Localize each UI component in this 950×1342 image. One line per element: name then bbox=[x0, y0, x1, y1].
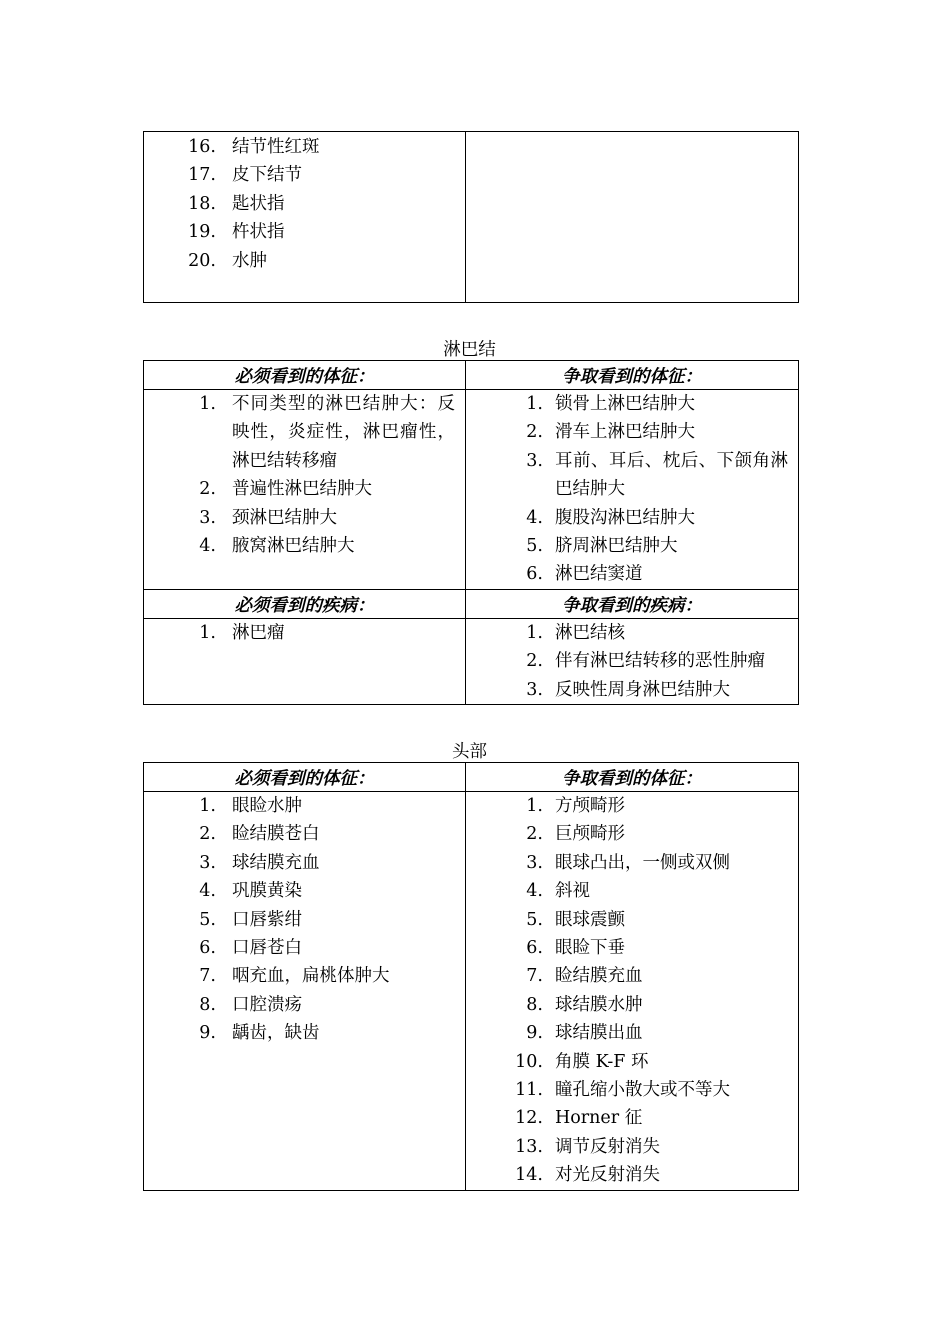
item-number: 1. bbox=[526, 796, 543, 816]
item-text: 淋巴结窦道 bbox=[555, 564, 643, 585]
list-item bbox=[466, 991, 798, 1019]
item-text: 瞳孔缩小散大或不等大 bbox=[555, 1080, 730, 1101]
item-text: 杵状指 bbox=[232, 222, 285, 243]
list-item bbox=[466, 532, 798, 560]
list-item bbox=[466, 934, 798, 962]
item-text: 方颅畸形 bbox=[555, 796, 625, 816]
list-item bbox=[466, 418, 798, 446]
list-item bbox=[466, 962, 798, 990]
lymph-strive-disease-cell bbox=[466, 619, 799, 705]
item-number: 4. bbox=[526, 881, 543, 902]
item-text: 锁骨上淋巴结肿大 bbox=[555, 394, 695, 414]
item-number: 5. bbox=[526, 536, 543, 557]
lymph-must-signs-header: 必须看到的体征： bbox=[144, 361, 466, 390]
lymph-strive-disease-header: 争取看到的疾病： bbox=[466, 590, 799, 619]
list-item bbox=[144, 962, 465, 990]
list-item bbox=[144, 190, 465, 218]
item-number: 2. bbox=[526, 422, 543, 443]
item-number: 18. bbox=[188, 193, 216, 214]
item-text: 脐周淋巴结肿大 bbox=[555, 536, 678, 557]
list-item bbox=[466, 647, 798, 675]
item-text: 伴有淋巴结转移的恶性肿瘤 bbox=[555, 651, 765, 672]
head-strive-signs-list bbox=[466, 792, 798, 1190]
item-number: 1. bbox=[199, 796, 216, 816]
list-item bbox=[466, 792, 798, 820]
item-text: 角膜 K-F 环 bbox=[555, 1051, 649, 1072]
item-text: 普遍性淋巴结肿大 bbox=[232, 479, 372, 500]
item-text: 淋巴瘤 bbox=[232, 623, 285, 643]
list-item bbox=[466, 560, 798, 588]
item-number: 14. bbox=[515, 1165, 543, 1186]
item-text: 皮下结节 bbox=[232, 165, 302, 186]
list-item bbox=[466, 1019, 798, 1047]
item-text: 球结膜水肿 bbox=[555, 994, 643, 1015]
item-text: 滑车上淋巴结肿大 bbox=[555, 422, 695, 443]
head-section-title: 头部 bbox=[452, 742, 487, 762]
head-strive-signs-cell bbox=[466, 792, 799, 1191]
list-item bbox=[144, 820, 465, 848]
item-number: 12. bbox=[515, 1108, 543, 1129]
item-number: 8. bbox=[526, 994, 543, 1015]
list-item bbox=[144, 619, 465, 647]
list-item bbox=[144, 934, 465, 962]
item-number: 4. bbox=[526, 507, 543, 528]
lymph-section-title: 淋巴结 bbox=[443, 340, 496, 360]
item-text: 睑结膜充血 bbox=[555, 966, 643, 987]
list-item bbox=[144, 475, 465, 503]
head-strive-signs-header: 争取看到的体征： bbox=[466, 763, 799, 792]
item-number: 10. bbox=[515, 1051, 543, 1072]
list-item bbox=[144, 247, 465, 275]
list-item bbox=[466, 1076, 798, 1104]
item-number: 16. bbox=[188, 137, 216, 157]
list-item bbox=[466, 1104, 798, 1132]
item-text: 匙状指 bbox=[232, 193, 285, 214]
item-text: 球结膜出血 bbox=[555, 1023, 643, 1044]
item-text: 巩膜黄染 bbox=[232, 881, 302, 902]
skin-signs-left-cell bbox=[144, 132, 466, 303]
lymph-strive-signs-list bbox=[466, 390, 798, 589]
item-number: 20. bbox=[188, 250, 216, 271]
list-item bbox=[466, 676, 798, 704]
list-item bbox=[466, 877, 798, 905]
item-number: 6. bbox=[526, 564, 543, 585]
item-number: 3. bbox=[526, 852, 543, 873]
item-number: 11. bbox=[515, 1080, 543, 1101]
item-text: 眼睑水肿 bbox=[232, 796, 302, 816]
empty-cell bbox=[466, 132, 799, 303]
head-must-signs-cell bbox=[144, 792, 466, 1191]
list-item bbox=[144, 849, 465, 877]
list-item bbox=[466, 906, 798, 934]
item-text: 口腔溃疡 bbox=[232, 994, 302, 1015]
lymph-strive-signs-header: 争取看到的体征： bbox=[466, 361, 799, 390]
list-item bbox=[466, 820, 798, 848]
skin-signs-continued-table bbox=[143, 131, 799, 303]
item-number: 1. bbox=[199, 394, 216, 414]
item-text: 眼球凸出，一侧或双侧 bbox=[555, 852, 730, 873]
item-text: 口唇苍白 bbox=[232, 938, 302, 959]
item-text: 耳前、耳后、枕后、下颌角淋巴结肿大 bbox=[555, 450, 788, 500]
item-number: 5. bbox=[199, 909, 216, 930]
list-item bbox=[466, 849, 798, 877]
list-item bbox=[144, 133, 465, 161]
skin-signs-list bbox=[144, 132, 465, 275]
item-text: 龋齿，缺齿 bbox=[232, 1023, 320, 1044]
item-number: 3. bbox=[526, 450, 543, 471]
item-text: 斜视 bbox=[555, 881, 590, 902]
item-text: 眼球震颤 bbox=[555, 909, 625, 930]
item-text: 腹股沟淋巴结肿大 bbox=[555, 507, 695, 528]
list-item bbox=[144, 161, 465, 189]
list-item bbox=[466, 390, 798, 418]
item-number: 2. bbox=[199, 479, 216, 500]
item-text: 球结膜充血 bbox=[232, 852, 320, 873]
item-number: 3. bbox=[199, 852, 216, 873]
item-text: 反映性周身淋巴结肿大 bbox=[555, 679, 730, 700]
item-text: 颈淋巴结肿大 bbox=[232, 507, 337, 528]
item-text: 不同类型的淋巴结肿大：反映性，炎症性，淋巴瘤性，淋巴结转移瘤 bbox=[232, 394, 455, 471]
item-number: 2. bbox=[526, 651, 543, 672]
item-text: Horner 征 bbox=[555, 1108, 643, 1129]
item-number: 8. bbox=[199, 994, 216, 1015]
item-number: 2. bbox=[526, 824, 543, 845]
item-number: 6. bbox=[526, 938, 543, 959]
head-must-signs-header: 必须看到的体征： bbox=[144, 763, 466, 792]
head-must-signs-list bbox=[144, 792, 465, 1048]
item-text: 淋巴结核 bbox=[555, 623, 625, 643]
item-number: 6. bbox=[199, 938, 216, 959]
item-number: 19. bbox=[188, 222, 216, 243]
item-number: 3. bbox=[199, 507, 216, 528]
item-number: 9. bbox=[199, 1023, 216, 1044]
list-item bbox=[144, 1019, 465, 1047]
list-item bbox=[466, 504, 798, 532]
list-item bbox=[144, 906, 465, 934]
item-number: 1. bbox=[526, 623, 543, 643]
item-number: 4. bbox=[199, 536, 216, 557]
item-number: 2. bbox=[199, 824, 216, 845]
list-item bbox=[466, 619, 798, 647]
list-item bbox=[144, 877, 465, 905]
item-number: 7. bbox=[199, 966, 216, 987]
item-text: 巨颅畸形 bbox=[555, 824, 625, 845]
list-item bbox=[144, 792, 465, 820]
item-number: 9. bbox=[526, 1023, 543, 1044]
list-item bbox=[466, 447, 798, 504]
item-number: 4. bbox=[199, 881, 216, 902]
item-text: 对光反射消失 bbox=[555, 1165, 660, 1186]
item-number: 13. bbox=[515, 1136, 543, 1157]
list-item bbox=[144, 532, 465, 560]
item-number: 3. bbox=[526, 679, 543, 700]
item-text: 眼睑下垂 bbox=[555, 938, 625, 959]
item-text: 口唇紫绀 bbox=[232, 909, 302, 930]
lymph-strive-disease-list bbox=[466, 619, 798, 704]
item-text: 咽充血，扁桃体肿大 bbox=[232, 966, 390, 987]
list-item bbox=[144, 218, 465, 246]
list-item bbox=[144, 504, 465, 532]
list-item bbox=[144, 390, 465, 475]
lymph-must-disease-cell bbox=[144, 619, 466, 705]
item-text: 睑结膜苍白 bbox=[232, 824, 320, 845]
list-item bbox=[466, 1161, 798, 1189]
item-number: 5. bbox=[526, 909, 543, 930]
lymph-must-signs-list bbox=[144, 390, 465, 560]
list-item bbox=[466, 1048, 798, 1076]
item-text: 腋窝淋巴结肿大 bbox=[232, 536, 355, 557]
item-text: 水肿 bbox=[232, 250, 267, 271]
lymph-strive-signs-cell bbox=[466, 390, 799, 590]
lymph-must-disease-list bbox=[144, 619, 465, 647]
item-text: 调节反射消失 bbox=[555, 1136, 660, 1157]
lymph-table bbox=[143, 360, 799, 705]
lymph-must-signs-cell bbox=[144, 390, 466, 590]
item-number: 7. bbox=[526, 966, 543, 987]
lymph-must-disease-header: 必须看到的疾病： bbox=[144, 590, 466, 619]
item-number: 1. bbox=[526, 394, 543, 414]
item-number: 17. bbox=[188, 165, 216, 186]
list-item bbox=[144, 991, 465, 1019]
item-text: 结节性红斑 bbox=[232, 137, 320, 157]
item-number: 1. bbox=[199, 623, 216, 643]
list-item bbox=[466, 1133, 798, 1161]
head-table bbox=[143, 762, 799, 1191]
